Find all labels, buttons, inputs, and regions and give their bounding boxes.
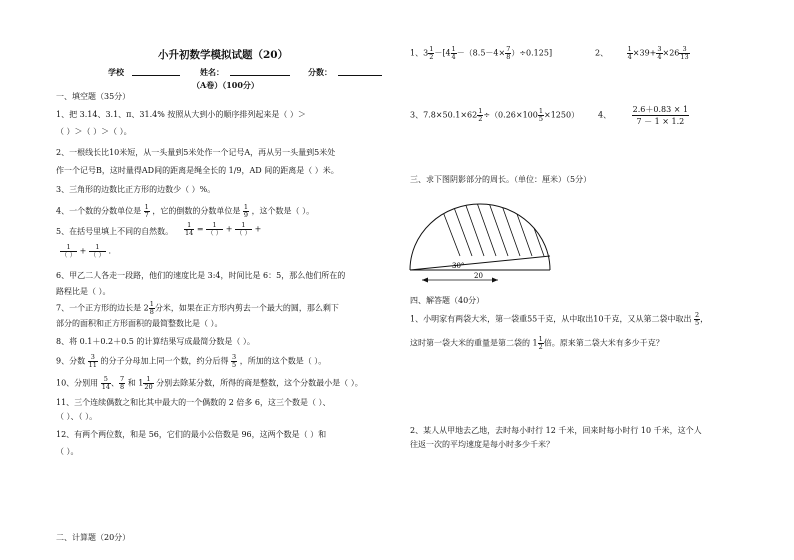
q4-frac-2: $\frac{1}{9}$ xyxy=(243,203,249,219)
calc-1-mid2: －（8.5－4× xyxy=(456,48,506,58)
calc-1-frac-a: $\frac{1}{2}$ xyxy=(429,45,434,61)
q1-line2: （ ）＞（ ）＞（ ）。 xyxy=(56,127,132,136)
calc-3-frac-b: $\frac{1}{5}$ xyxy=(538,107,543,123)
calc-2: 2、 $\frac{1}{4}$ ×39+ $\frac{3}{4}$ ×26 $\frac{3}{13}$ xyxy=(595,45,689,61)
calc-4-frac: $\frac{2.6+0.83 \times 1}{7 - 1 \times 1.2}$ xyxy=(632,105,689,126)
calc-1-end: ）÷0.125] xyxy=(511,48,553,58)
calc-4 xyxy=(598,104,689,127)
calc-2-prefix: 2、 xyxy=(595,48,609,58)
angle-label: 30° xyxy=(452,262,465,270)
calc-2-frac-a: $\frac{1}{4}$ xyxy=(627,45,632,61)
q4-text-b: ，它的倒数的分数单位是 xyxy=(152,206,241,216)
p1-line1: 1、小明家有两袋大米，第一袋重55千克，从中取出10千克，又从第二袋中取出 $\frac{2}{5}$ ， xyxy=(410,311,709,327)
calc-3-frac-a: $\frac{1}{2}$ xyxy=(478,107,483,123)
part4-heading: 四、解答题（40分） xyxy=(410,296,485,305)
hatch-lines xyxy=(410,200,558,270)
q5-frac-2: $\frac{1}{( )}$ xyxy=(207,221,223,237)
q10: 10、分别用 $\frac{5}{14}$ 、 $\frac{7}{8}$ 和 1 $\frac{1}{20}$ 分别去除某分数，所得的商是整数，这个分数最小是（ ）。 xyxy=(56,375,363,391)
q5-frac-lhs: $\frac{1}{14}$ xyxy=(185,221,194,237)
q5-equation-2: $\frac{1}{( )}$ + $\frac{1}{( )}$ . xyxy=(61,243,112,259)
q5-frac-4: $\frac{1}{( )}$ xyxy=(61,243,77,259)
calc-1-mid: －[4 xyxy=(434,48,451,58)
q7-text-a: 7、一个正方形的边长是 2 xyxy=(56,303,149,313)
calc-3-prefix: 3、7.8×50.1×62 xyxy=(410,110,478,120)
name-blank[interactable] xyxy=(230,66,290,76)
part2-heading: 二、计算题（20分） xyxy=(56,533,131,542)
q2-line1: 2、一根线长比10米短，从一头量到5米处作一个记号A，再从另一头量到5米处 xyxy=(56,148,336,157)
q10-frac-3: $\frac{1}{20}$ xyxy=(144,375,153,391)
p2-line2: 往返一次的平均速度是每小时多少千米？ xyxy=(410,440,554,449)
q4 xyxy=(56,204,314,219)
shaded-semicircle-figure xyxy=(408,200,558,284)
q10-text-b: 和 1 xyxy=(127,378,144,388)
arrow-right-icon xyxy=(492,278,498,283)
calc-4-prefix: 4、 xyxy=(598,110,612,120)
q6-line2: 路程比是（ ）。 xyxy=(56,287,111,296)
q10-text-c: 分别去除某分数，所得的商是整数，这个分数最小是（ ）。 xyxy=(156,378,363,388)
calc-3 xyxy=(410,108,579,123)
calc-1 xyxy=(410,46,552,61)
q5-equation: $\frac{1}{14}$ = $\frac{1}{( )}$ + $\frac{1}{( )}$ + xyxy=(185,221,262,237)
q12-line2: （ ）。 xyxy=(56,447,79,456)
school-blank[interactable] xyxy=(132,66,180,76)
q11-line2: （ ）、（ ）。 xyxy=(56,412,98,421)
q12-line1: 12、有两个两位数，和是 56，它们的最小公倍数是 96，这两个数是（ ）和 xyxy=(56,430,327,439)
q9-frac-2: $\frac{3}{5}$ xyxy=(232,353,237,369)
part3-heading: 三、求下图阴影部分的周长。（单位：厘米）（5分） xyxy=(410,175,592,184)
q7-frac: $\frac{1}{8}$ xyxy=(149,300,154,316)
length-label: 20 xyxy=(474,272,483,280)
q9-frac-1: $\frac{3}{11}$ xyxy=(88,353,97,369)
score-blank[interactable] xyxy=(338,66,382,76)
q5: 5、在括号里填上不同的自然数。 xyxy=(56,227,174,236)
p1-text-c: 倍。原来第二袋大米有多少千克？ xyxy=(543,338,664,348)
q5-frac-5: $\frac{1}{( )}$ xyxy=(89,243,105,259)
q6-line1: 6、甲乙二人各走一段路，他们的速度比是 3:4，时间比是 6：5，那么他们所在的 xyxy=(56,271,346,280)
q10-frac-2: $\frac{7}{8}$ xyxy=(120,375,125,391)
name-label: 姓名： xyxy=(200,67,224,77)
q10-frac-1: $\frac{5}{14}$ xyxy=(101,375,111,391)
calc-1-frac-c: $\frac{7}{8}$ xyxy=(506,45,511,61)
p1-line2 xyxy=(410,336,664,351)
q9-text-a: 9、分数 xyxy=(56,356,86,366)
p1-frac: $\frac{2}{5}$ xyxy=(695,311,700,327)
score-label: 分数： xyxy=(308,67,332,77)
page-title: 小升初数学模拟试题（20） xyxy=(158,49,289,61)
calc-3-end: ×1250） xyxy=(544,110,580,120)
calc-2-frac-c: $\frac{3}{13}$ xyxy=(680,45,689,61)
q9-text-c: ，所加的这个数是（ ）。 xyxy=(239,356,327,366)
q7-line1 xyxy=(56,301,339,316)
chord-line xyxy=(410,256,550,270)
q4-text-c: ，这个数是（ ）。 xyxy=(251,206,315,216)
semicircle-arc xyxy=(410,204,550,270)
q7-line2: 部分的面积和正方形面积的最简整数比是（ ）。 xyxy=(56,319,223,328)
calc-1-prefix: 1、3 xyxy=(410,48,429,58)
q2-line2: 作一个记号B，这时量得AD间的距离是绳全长的 1/9，AD 间的距离是（ ）米。 xyxy=(56,166,339,175)
q11-line1: 11、三个连续偶数之和比其中最大的一个偶数的 2 倍多 6，这三个数是（ ）、 xyxy=(56,398,331,407)
p1-frac-2: $\frac{1}{2}$ xyxy=(538,335,543,351)
p1-text-a: 1、小明家有两袋大米，第一袋重55千克，从中取出10千克，又从第二袋中取出 xyxy=(410,314,692,324)
arrow-left-icon xyxy=(422,278,428,283)
q1-line1: 1、把 3.14、3.1、π、31.4% 按照从大到小的顺序排列起来是（ ）＞ xyxy=(56,110,306,119)
calc-3-mid: ÷（0.26×100 xyxy=(483,110,538,120)
calc-1-frac-b: $\frac{1}{4}$ xyxy=(451,45,456,61)
q10-text-a: 10、分别用 xyxy=(56,378,99,388)
q8: 8、将 0.1＋0.2＋0.5 的计算结果写成最简分数是（ ）。 xyxy=(56,337,255,346)
paper-label: （A卷）（100分） xyxy=(192,80,259,90)
part1-heading: 一、填空题（35分） xyxy=(56,92,131,101)
p1-text-b: 这时第一袋大米的重量是第二袋的 1 xyxy=(410,338,538,348)
q9 xyxy=(56,354,326,369)
p2-line1: 2、某人从甲地去乙地，去时每小时行 12 千米，回来时每小时行 10 千米，这个人 xyxy=(410,426,702,435)
q5-frac-3: $\frac{1}{( )}$ xyxy=(235,221,252,237)
q4-frac-1: $\frac{1}{7}$ xyxy=(144,203,149,219)
q7-text-b: 分米，如果在正方形内剪去一个最大的圆，那么剩下 xyxy=(154,303,339,313)
q9-text-b: 的分子分母加上同一个数，约分后得 xyxy=(100,356,229,366)
calc-2-frac-b: $\frac{3}{4}$ xyxy=(657,45,662,61)
q4-text-a: 4、一个数的分数单位是 xyxy=(56,206,142,216)
school-label: 学校 xyxy=(108,67,124,77)
q3: 3、三角形的边数比正方形的边数少（ ）%。 xyxy=(56,185,216,194)
